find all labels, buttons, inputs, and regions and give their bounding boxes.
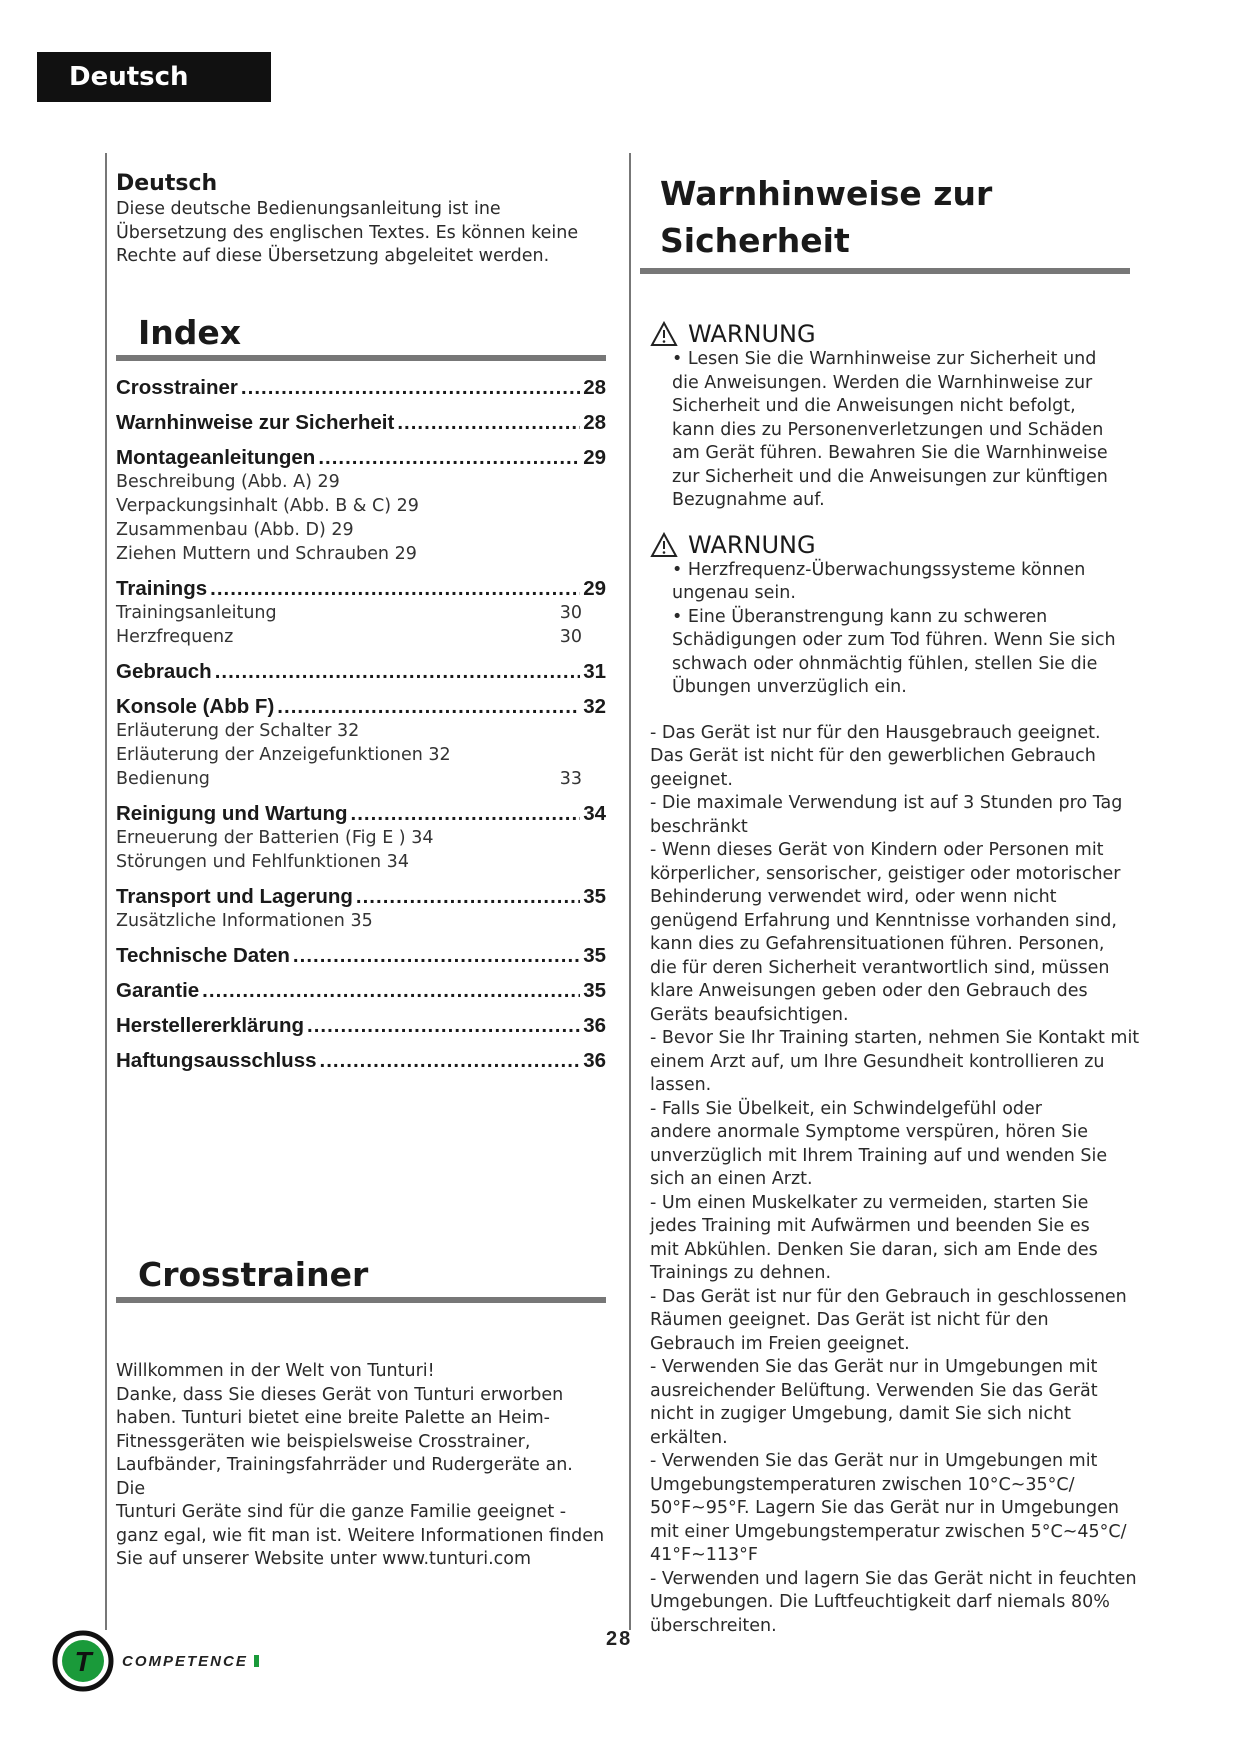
warning-bullets-1 [640,348,1140,513]
safety-rule-line: Geräts beaufsichtigen. [650,1004,849,1025]
safety-rule-line: andere anormale Symptome verspüren, hören Sie [650,1122,1088,1142]
warning-bullet-line: • Eine Überanstrengung kann zu schweren [672,606,1048,627]
toc-subentry-label: Erläuterung der Anzeigefunktionen 32 [116,744,451,765]
warning-bullet-line: Bezugnahme auf. [672,490,825,510]
tunturi-logo-icon [52,1630,114,1692]
safety-rule-line: - Falls Sie Übelkeit, ein Schwindelgefühl oder [650,1098,1042,1119]
toc-entry-label: Transport und Lagerung [116,884,353,908]
toc-entry-page: 29 [583,576,606,600]
toc-entry-page: 35 [583,943,606,967]
safety-rule-line: klare Anweisungen geben oder den Gebrauch des [650,981,1088,1001]
crosstrainer-line: Laufbänder, Trainingsfahrräder und Rudergeräte an. Die [116,1455,573,1499]
toc-entry-label: Reinigung und Wartung [116,801,348,825]
safety-rule-line: nicht in zugiger Umgebung, damit Sie sich nicht [650,1404,1071,1424]
warning-heading-2 [650,531,1140,559]
safety-rule-line: genügend Erfahrung und Kenntnisse vorhanden sind, [650,910,1117,931]
safety-rule-item [650,1356,1140,1450]
crosstrainer-section [116,1255,606,1572]
toc-subentry [116,767,606,791]
intro-heading: Deutsch [116,171,218,196]
toc-entry [116,1013,606,1038]
brand-accent [254,1655,259,1667]
safety-rule [640,268,1130,274]
left-column [116,170,606,1569]
safety-rule-line: 50°F~95°F. Lagern Sie das Gerät nur in Umgebungen [650,1498,1119,1518]
safety-rule-line: Umgebungstemperaturen zwischen 10°C~35°C/ [650,1474,1075,1495]
safety-rule-line: beschränkt [650,816,748,837]
warning-heading-1 [650,320,1140,348]
toc-subentry-label: Erläuterung der Schalter 32 [116,720,360,741]
toc-entry-page: 36 [583,1048,606,1072]
warning-bullet-line: kann dies zu Personenverletzungen und Schäden [672,419,1104,440]
toc-subentry [116,494,606,518]
toc-subentry [116,601,606,625]
warning-block-2 [640,531,1140,700]
toc-subentry-label: Bedienung [116,768,210,789]
crosstrainer-rule [116,1297,606,1303]
warning-triangle-icon [650,321,678,347]
toc-entry-page: 32 [583,694,606,718]
toc-subentry [116,743,606,767]
safety-rule-item [650,1098,1140,1192]
toc-leader-dots [397,410,580,435]
warning-bullet-line: • Herzfrequenz-Überwachungssysteme können [672,559,1086,580]
safety-rule-line: erkälten. [650,1427,728,1448]
safety-rule-line: Trainings zu dehnen. [650,1263,832,1283]
page-number: 28 [606,1628,633,1650]
warning-bullet-line: Schädigungen oder zum Tod führen. Wenn Sie sich [672,630,1116,650]
crosstrainer-line: Willkommen in der Welt von Tunturi! [116,1361,435,1381]
toc-subentry-label: Verpackungsinhalt (Abb. B & C) 29 [116,495,419,516]
toc-entry [116,576,606,601]
index-rule [116,355,606,361]
safety-rule-line: - Die maximale Verwendung ist auf 3 Stunden pro Tag [650,793,1123,813]
toc-subentry-label: Ziehen Muttern und Schrauben 29 [116,543,417,564]
crosstrainer-line: haben. Tunturi bietet eine breite Palette an Heim- [116,1408,550,1428]
safety-rule-line: mit einer Umgebungstemperatur zwischen 5°C~45°C/ [650,1521,1127,1542]
safety-rule-item [650,792,1140,839]
toc-entry-label: Technische Daten [116,943,290,967]
intro-line: Übersetzung des englischen Textes. Es können keine [116,222,579,243]
safety-rule-line: - Verwenden Sie das Gerät nur in Umgebungen mit [650,1451,1098,1471]
safety-rule-line: sich an einen Arzt. [650,1169,813,1189]
safety-rule-item [650,1568,1140,1639]
toc-entry-page: 29 [583,445,606,469]
warning-bullet-line: am Gerät führen. Bewahren Sie die Warnhinweise [672,443,1108,463]
toc-subentry [116,850,606,874]
safety-rule-line: unverzüglich mit Ihrem Training auf und wenden Sie [650,1145,1108,1166]
safety-rule-item [650,1286,1140,1357]
toc-entry-label: Montageanleitungen [116,445,316,469]
toc-entry [116,1048,606,1073]
toc-leader-dots [277,694,580,719]
safety-rule-line: körperlicher, sensorischer, geistiger oder motorischer [650,863,1121,884]
toc-leader-dots [320,1048,581,1073]
safety-rule-line: einem Arzt auf, um Ihre Gesundheit kontrollieren zu [650,1051,1105,1072]
safety-rule-line: ausreichender Belüftung. Verwenden Sie das Gerät [650,1380,1098,1401]
safety-rule-line: - Verwenden Sie das Gerät nur in Umgebungen mit [650,1357,1098,1377]
toc-entry [116,943,606,968]
toc-entry [116,884,606,909]
warning-label-1: WARNUNG [688,320,816,348]
toc-subentry [116,625,606,649]
toc-entry-label: Gebrauch [116,659,212,683]
toc-subentry [116,518,606,542]
safety-rule-line: kann dies zu Gefahrensituationen führen. Personen, [650,934,1105,954]
crosstrainer-text [116,1360,606,1572]
toc-entry [116,445,606,470]
crosstrainer-line: ganz egal, wie fit man ist. Weitere Informationen finden [116,1525,605,1546]
warning-bullets-2 [640,559,1140,700]
warning-bullet-line: schwach oder ohnmächtig fühlen, stellen Sie die [672,653,1098,674]
toc-entry-label: Crosstrainer [116,375,238,399]
toc-subentry-label: Zusammenbau (Abb. D) 29 [116,519,354,540]
warning-triangle-icon [650,532,678,558]
toc-entry [116,375,606,400]
warning-block-1 [640,320,1140,513]
toc-subentry [116,909,606,933]
toc-entry-label: Konsole (Abb F) [116,694,275,718]
toc-leader-dots [210,576,580,601]
safety-rule-line: geeignet. [650,769,733,790]
safety-rule-line: Umgebungen. Die Luftfeuchtigkeit darf niemals 80% [650,1592,1110,1612]
left-column-divider [105,153,107,1630]
toc-subentry-page: 30 [559,626,582,647]
toc-subentry-label: Trainingsanleitung [116,602,277,623]
toc-entry-page: 31 [583,659,606,683]
toc-entry-label: Haftungsausschluss [116,1048,317,1072]
toc-entry [116,801,606,826]
toc-entry [116,694,606,719]
safety-rule-item [650,1027,1140,1098]
toc-entry [116,410,606,435]
toc-subentry [116,826,606,850]
intro-line: Rechte auf diese Übersetzung abgeleitet werden. [116,246,550,266]
safety-rule-line: - Das Gerät ist nur für den Hausgebrauch geeignet. [650,722,1101,743]
safety-rule-line: jedes Training mit Aufwärmen und beenden Sie es [650,1216,1090,1236]
toc-leader-dots [356,884,580,909]
safety-rule-line: 41°F~113°F [650,1545,758,1565]
toc-entry-label: Warnhinweise zur Sicherheit [116,410,395,434]
crosstrainer-line: Sie auf unserer Website unter www.tunturi.com [116,1549,532,1569]
toc-entry-label: Garantie [116,978,200,1002]
svg-text:T: T [74,1646,92,1677]
warning-bullet-line: Sicherheit und die Anweisungen nicht befolgt, [672,396,1076,416]
toc-subentry-page: 33 [559,768,582,789]
warning-bullet-line: Übungen unverzüglich ein. [672,677,907,697]
toc-subentry-label: Störungen und Fehlfunktionen 34 [116,851,409,872]
brand-logo [52,1630,259,1692]
right-column [640,170,1140,1638]
toc-entry-label: Trainings [116,576,208,600]
warning-bullet [656,348,1140,513]
toc-entry-page: 35 [583,884,606,908]
safety-title [660,170,1140,264]
toc-subentry [116,542,606,566]
index-section [116,313,606,1073]
crosstrainer-line: Tunturi Geräte sind für die ganze Familie geeignet - [116,1502,567,1522]
safety-rule-line: Räumen geeignet. Das Gerät ist nicht für den [650,1310,1049,1330]
table-of-contents [116,375,606,1073]
safety-rule-item [650,1192,1140,1286]
intro-text [116,198,606,269]
warning-bullet-line: zur Sicherheit und die Anweisungen zur künftigen [672,466,1108,487]
index-title: Index [138,312,242,352]
toc-entry-page: 28 [583,410,606,434]
language-tab: Deutsch [37,52,271,102]
warning-bullet [656,559,1140,606]
toc-leader-dots [241,375,580,400]
toc-entry-page: 35 [583,978,606,1002]
toc-subentry [116,719,606,743]
toc-entry [116,659,606,684]
toc-leader-dots [202,978,580,1003]
warning-bullet-line: die Anweisungen. Werden die Warnhinweise zur [672,372,1093,393]
intro-line: Diese deutsche Bedienungsanleitung ist ine [116,199,501,219]
toc-entry-page: 36 [583,1013,606,1037]
safety-rule-line: Behinderung verwendet wird, oder wenn nicht [650,887,1057,907]
center-column-divider [629,153,631,1630]
toc-subentry-label: Herzfrequenz [116,626,234,647]
safety-title-line1: Warnhinweise zur [660,174,993,213]
safety-rule-line: die für deren Sicherheit verantwortlich sind, müssen [650,957,1110,978]
toc-subentry-label: Erneuerung der Batterien (Fig E ) 34 [116,827,434,848]
toc-leader-dots [307,1013,580,1038]
toc-entry [116,978,606,1003]
toc-leader-dots [293,943,580,968]
safety-title-line2: Sicherheit [660,221,850,260]
toc-entry-page: 34 [583,801,606,825]
safety-rule-line: Gebrauch im Freien geeignet. [650,1333,910,1354]
safety-rule-line: - Verwenden und lagern Sie das Gerät nicht in feuchten [650,1568,1137,1589]
toc-subentry [116,470,606,494]
warning-bullet-line: ungenau sein. [672,583,796,603]
toc-subentry-label: Zusätzliche Informationen 35 [116,910,373,931]
safety-rule-line: lassen. [650,1075,712,1095]
safety-rule-item [650,722,1140,793]
toc-entry-page: 28 [583,375,606,399]
brand-name: COMPETENCE [122,1652,248,1670]
safety-rule-item [650,1450,1140,1568]
safety-rule-line: Das Gerät ist nicht für den gewerblichen Gebrauch [650,746,1096,766]
safety-rule-line: - Wenn dieses Gerät von Kindern oder Personen mit [650,840,1104,860]
toc-leader-dots [318,445,580,470]
safety-rule-line: mit Abkühlen. Denken Sie daran, sich am Ende des [650,1239,1098,1260]
toc-leader-dots [215,659,580,684]
safety-rule-item [650,839,1140,1027]
crosstrainer-title: Crosstrainer [138,1255,369,1294]
warning-label-2: WARNUNG [688,530,816,559]
warning-bullet [656,606,1140,700]
safety-rule-line: - Um einen Muskelkater zu vermeiden, starten Sie [650,1192,1089,1213]
toc-subentry-page: 30 [559,602,582,623]
toc-entry-label: Herstellererklärung [116,1013,305,1037]
crosstrainer-line: Fitnessgeräten wie beispielsweise Crosstrainer, [116,1431,531,1452]
toc-subentry-label: Beschreibung (Abb. A) 29 [116,471,340,492]
safety-rule-line: überschreiten. [650,1615,777,1636]
crosstrainer-line: Danke, dass Sie dieses Gerät von Tunturi erworben [116,1384,564,1405]
safety-rule-line: - Das Gerät ist nur für den Gebrauch in geschlossenen [650,1286,1127,1307]
toc-leader-dots [351,801,581,826]
safety-rules [640,722,1140,1639]
safety-rule-line: - Bevor Sie Ihr Training starten, nehmen Sie Kontakt mit [650,1028,1140,1048]
warning-bullet-line: • Lesen Sie die Warnhinweise zur Sicherheit und [672,349,1097,369]
